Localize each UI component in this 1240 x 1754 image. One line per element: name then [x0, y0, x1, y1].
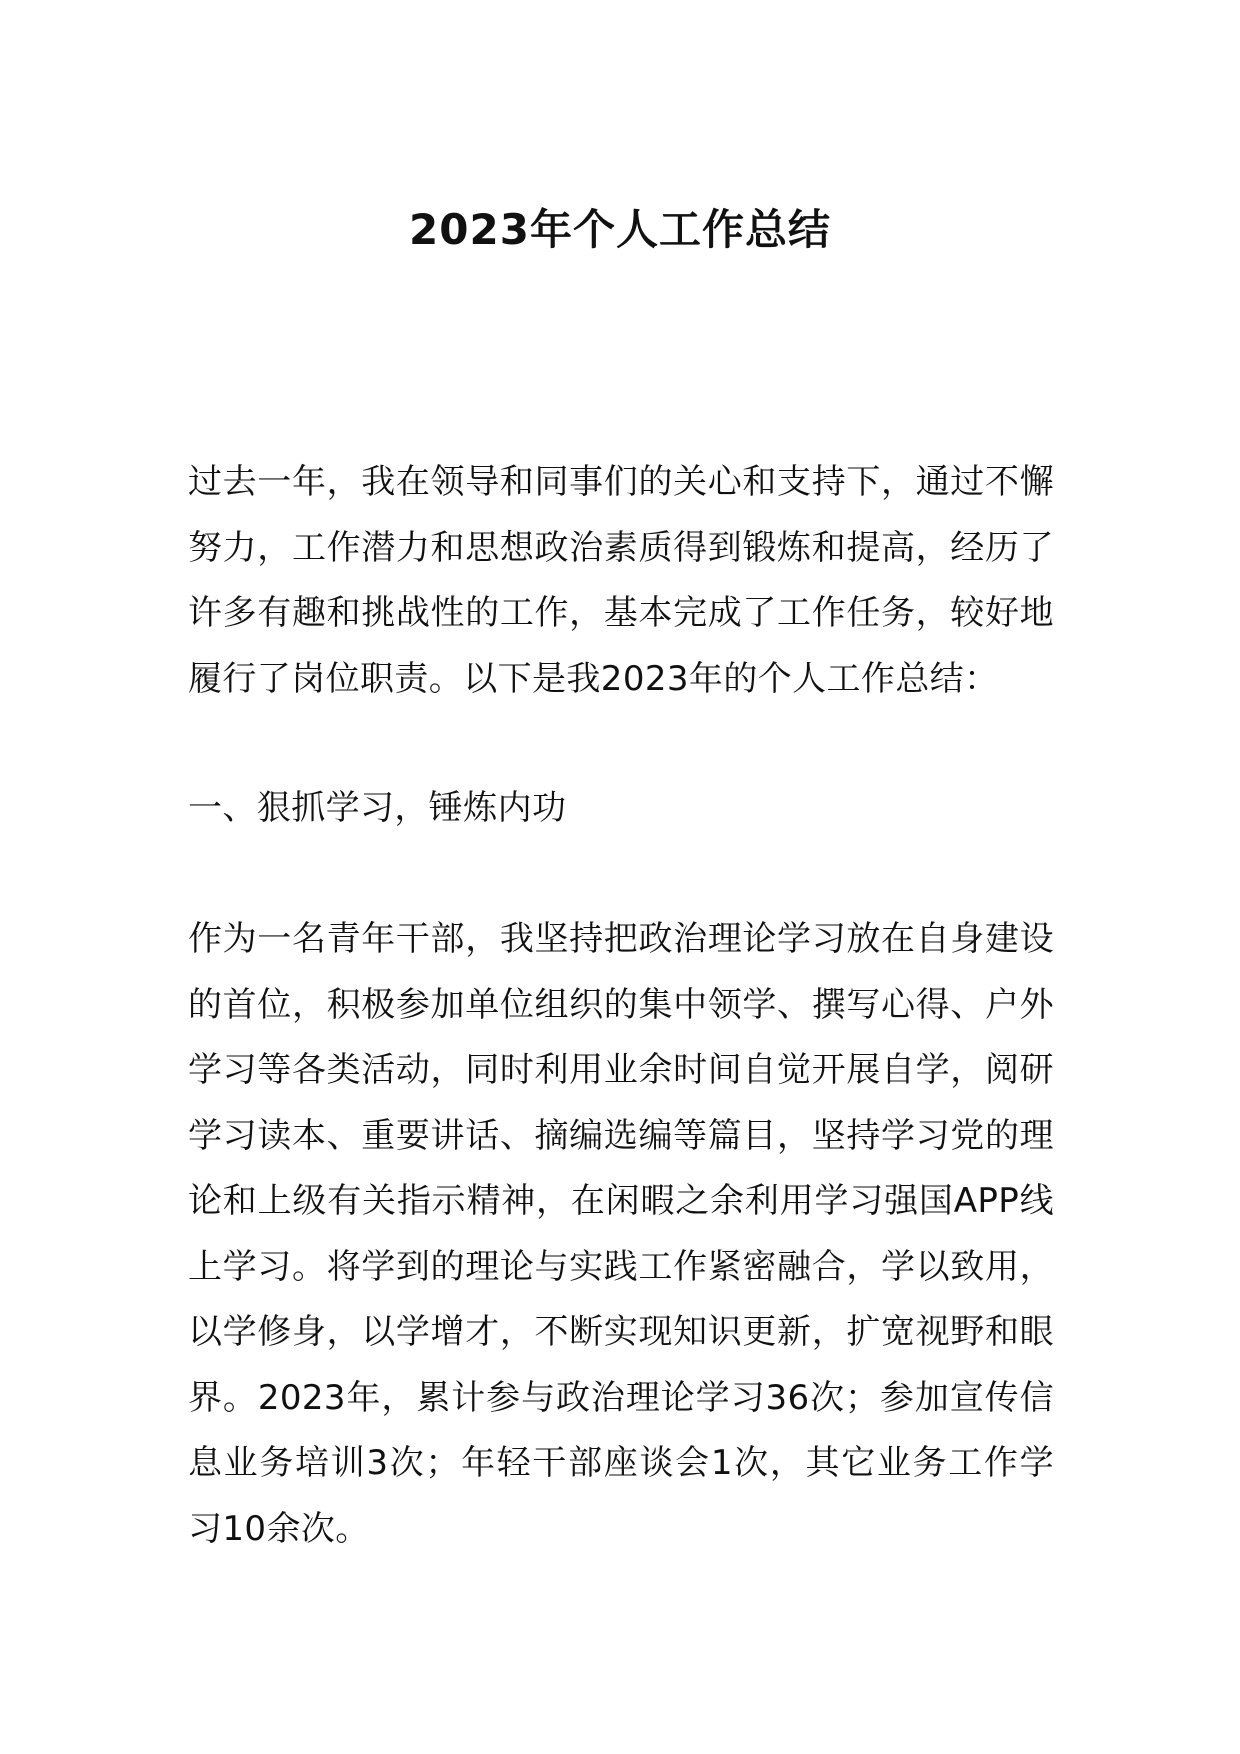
intro-paragraph: 过去一年，我在领导和同事们的关心和支持下，通过不懈努力，工作潜力和思想政治素质得到锻炼和提高，经历了许多有趣和挑战性的工作，基本完成了工作任务，较好地履行了岗位职责。以下是我2023年的个人工作总结：	[188, 462, 1054, 699]
section-heading: 一、狠抓学习，锤炼内功	[188, 788, 567, 828]
section-body-paragraph: 作为一名青年干部，我坚持把政治理论学习放在自身建设的首位，积极参加单位组织的集中领学、撰写心得、户外学习等各类活动，同时利用业余时间自觉开展自学，阅研学习读本、重要讲话、摘编选编等篇目，坚持学习党的理论和上级有关指示精神，在闲暇之余利用学习强国APP线上学习。将学到的理论与实践工作紧密融合，学以致用，以学修身，以学增才，不断实现知识更新，扩宽视野和眼界。2023年，累计参与政治理论学习36次；参加宣传信息业务培训3次；年轻干部座谈会1次，其它业务工作学习10余次。	[188, 919, 1054, 1549]
document-title: 2023年个人工作总结	[409, 205, 831, 254]
